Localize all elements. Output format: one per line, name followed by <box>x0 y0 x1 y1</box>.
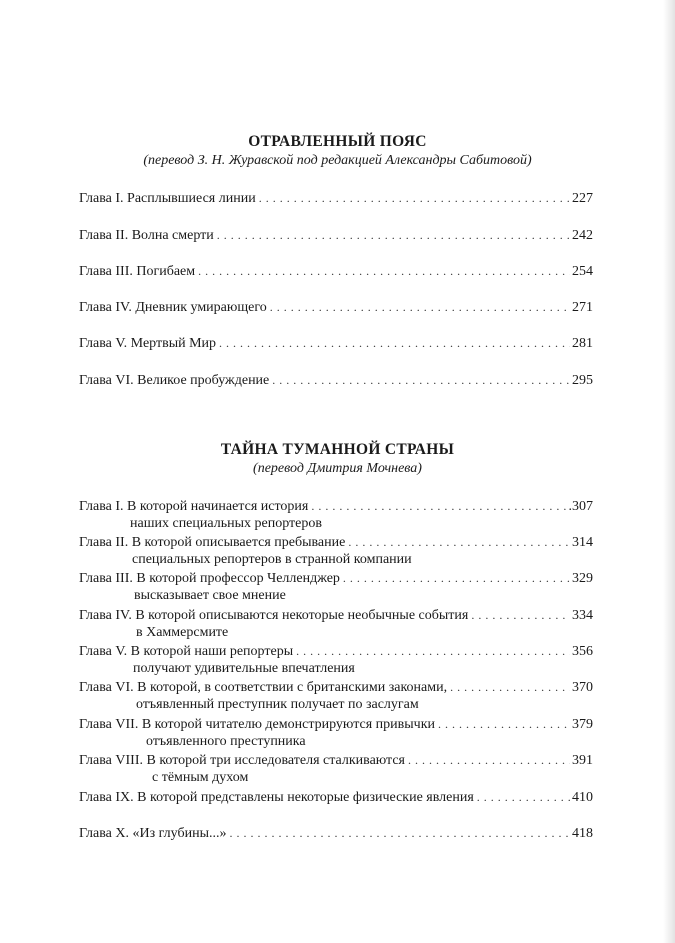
dot-leader <box>272 371 570 389</box>
dot-leader <box>471 606 570 624</box>
toc-entry-continuation: отъявленного преступника <box>146 734 306 749</box>
toc-entry[interactable] <box>79 226 593 244</box>
section-title: ОТРАВЛЕННЫЙ ПОЯС <box>248 133 427 150</box>
toc-entry[interactable] <box>79 824 593 842</box>
toc-entry-continuation: получают удивительные впечатления <box>133 661 355 676</box>
toc-entry-label: Глава III. Погибаем <box>79 264 196 279</box>
toc-entry[interactable] <box>79 371 593 389</box>
toc-entry[interactable] <box>79 497 593 515</box>
toc-entry-page: 295 <box>572 373 593 388</box>
dot-leader <box>198 262 570 280</box>
toc-entry[interactable] <box>79 751 593 769</box>
toc-entry[interactable] <box>79 189 593 207</box>
toc-entry-page: 334 <box>572 608 593 623</box>
toc-entry-page: 379 <box>572 717 593 732</box>
toc-entry-page: 242 <box>572 228 593 243</box>
toc-entry[interactable] <box>79 606 593 624</box>
dot-leader <box>219 334 570 352</box>
toc-entry-label: Глава II. Волна смерти <box>79 228 214 243</box>
dot-leader <box>229 824 570 842</box>
toc-entry[interactable] <box>79 788 593 806</box>
toc-entry[interactable] <box>79 569 593 587</box>
toc-entry[interactable] <box>79 334 593 352</box>
toc-entry-page: .307 <box>568 499 593 514</box>
toc-entry-page: 314 <box>572 535 593 550</box>
toc-entry-label: Глава II. В которой описывается пребывание <box>79 535 346 550</box>
toc-entry[interactable] <box>79 298 593 316</box>
toc-entry-page: 329 <box>572 571 593 586</box>
dot-leader <box>259 189 570 207</box>
toc-entry-label: Глава IV. В которой описываются некоторые необычные события <box>79 608 469 623</box>
toc-entry-page: 370 <box>572 680 593 695</box>
dot-leader <box>450 678 570 696</box>
toc-entry-label: Глава I. В которой начинается история <box>79 499 309 514</box>
toc-entry-continuation: наших специальных репортеров <box>130 516 322 531</box>
dot-leader <box>348 533 570 551</box>
toc-entry-page: 418 <box>572 826 593 841</box>
dot-leader <box>477 788 570 806</box>
toc-entry-page: 227 <box>572 191 593 206</box>
toc-entry-label: Глава V. В которой наши репортеры <box>79 644 294 659</box>
section-subtitle: (перевод Дмитрия Мочнева) <box>253 461 422 476</box>
dot-leader <box>343 569 570 587</box>
toc-entry-page: 254 <box>572 264 593 279</box>
dot-leader <box>438 715 570 733</box>
toc-entry-continuation: высказывает свое мнение <box>134 588 286 603</box>
toc-entry-continuation: с тёмным духом <box>152 770 249 785</box>
dot-leader <box>217 226 570 244</box>
toc-entry-page: 356 <box>572 644 593 659</box>
toc-entry-page: 271 <box>572 300 593 315</box>
dot-leader <box>408 751 570 769</box>
toc-entry-page: 391 <box>572 753 593 768</box>
toc-entry-label: Глава IV. Дневник умирающего <box>79 300 267 315</box>
toc-entry-page: 281 <box>572 336 593 351</box>
toc-entry-label: Глава VI. В которой, в соответствии с британскими законами, <box>79 680 448 695</box>
toc-entry-label: Глава V. Мертвый Мир <box>79 336 217 351</box>
page-edge-shadow <box>663 0 675 943</box>
toc-entry-label: Глава VI. Великое пробуждение <box>79 373 270 388</box>
section-subtitle: (перевод З. Н. Журавской под редакцией Александры Сабитовой) <box>143 153 532 168</box>
toc-entry-label: Глава VIII. В которой три исследователя сталкиваются <box>79 753 405 768</box>
toc-entry-continuation: в Хаммерсмите <box>136 625 229 640</box>
toc-entry[interactable] <box>79 262 593 280</box>
toc-entry-continuation: специальных репортеров в странной компании <box>132 552 412 567</box>
toc-entry-label: Глава VII. В которой читателю демонстрируются привычки <box>79 717 435 732</box>
toc-entry-page: 410 <box>572 790 593 805</box>
toc-entry[interactable] <box>79 678 593 696</box>
toc-entry[interactable] <box>79 533 593 551</box>
toc-entry-label: Глава III. В которой профессор Челленджер <box>79 571 340 586</box>
dot-leader <box>311 497 566 515</box>
section-title: ТАЙНА ТУМАННОЙ СТРАНЫ <box>220 441 455 458</box>
toc-entry[interactable] <box>79 642 593 660</box>
toc-entry-label: Глава X. «Из глубины...» <box>79 826 227 841</box>
toc-entry-label: Глава I. Расплывшиеся линии <box>79 191 256 206</box>
toc-entry[interactable] <box>79 715 593 733</box>
dot-leader <box>296 642 570 660</box>
dot-leader <box>270 298 570 316</box>
toc-entry-continuation: отъявленный преступник получает по заслугам <box>136 697 419 712</box>
toc-entry-label: Глава IX. В которой представлены некоторые физические явления <box>79 790 474 805</box>
